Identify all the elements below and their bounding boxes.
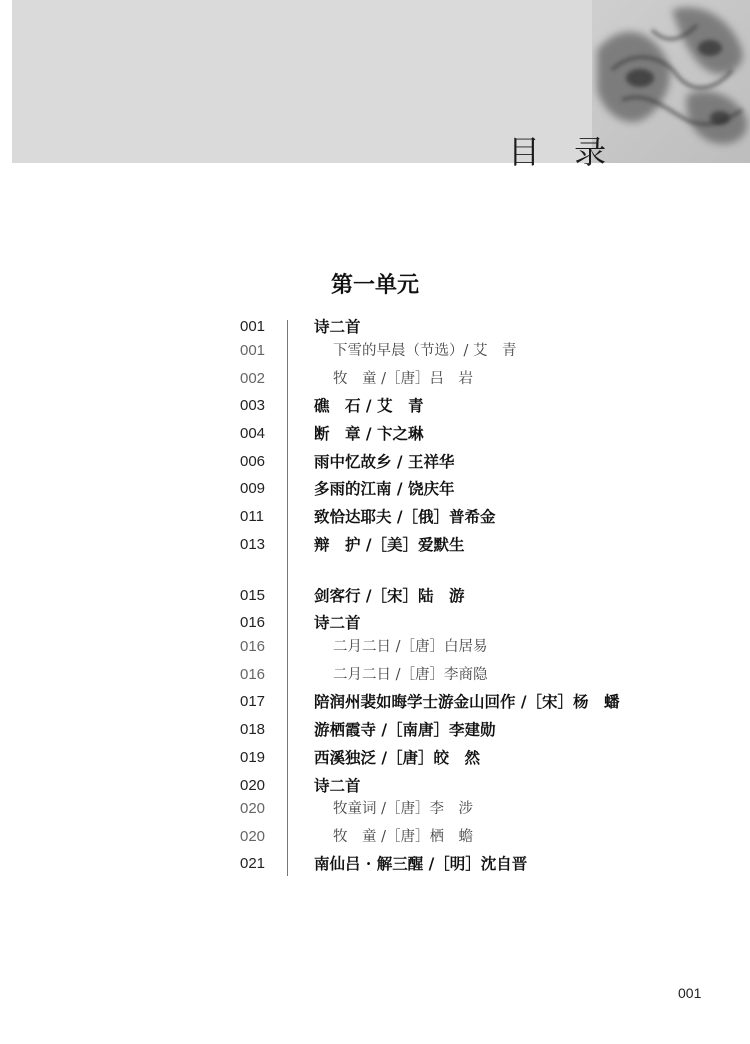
toc-page-number: 020 bbox=[240, 777, 266, 794]
toc-entry-title: 游栖霞寺 /［南唐］李建勋 bbox=[314, 720, 496, 739]
toc-entry[interactable] bbox=[0, 717, 750, 743]
toc-entry-title: 雨中忆故乡 / 王祥华 bbox=[314, 452, 455, 471]
toc-entry-title: 多雨的江南 / 饶庆年 bbox=[314, 479, 455, 498]
toc-title: 目 录 bbox=[508, 133, 619, 171]
toc-page-number: 004 bbox=[240, 425, 266, 442]
toc-page-number: 020 bbox=[240, 800, 266, 817]
toc-entry-title: 二月二日 /［唐］白居易 bbox=[333, 639, 488, 655]
toc-entry-title: 诗二首 bbox=[314, 317, 361, 336]
toc-entry[interactable] bbox=[0, 393, 750, 419]
toc-page-number: 001 bbox=[240, 318, 266, 335]
toc-page-number: 016 bbox=[240, 614, 266, 631]
toc-entry-title: 辩 护 /［美］爱默生 bbox=[314, 535, 465, 554]
toc-page-number: 020 bbox=[240, 828, 266, 845]
toc-entry[interactable] bbox=[0, 796, 750, 822]
toc-page-number: 016 bbox=[240, 638, 266, 655]
toc-page-number: 017 bbox=[240, 693, 266, 710]
toc-page-number: 013 bbox=[240, 536, 266, 553]
toc-entry[interactable] bbox=[0, 504, 750, 530]
toc-page-number: 016 bbox=[240, 666, 266, 683]
toc-entry-title: 西溪独泛 /［唐］皎 然 bbox=[314, 748, 481, 767]
toc-entry-title: 断 章 / 卞之琳 bbox=[314, 424, 424, 443]
toc-entry[interactable] bbox=[0, 449, 750, 475]
toc-entry[interactable] bbox=[0, 366, 750, 392]
toc-page-number: 002 bbox=[240, 370, 266, 387]
toc-entry-title: 二月二日 /［唐］李商隐 bbox=[333, 667, 488, 683]
toc-entry[interactable] bbox=[0, 532, 750, 558]
toc-entry-title: 诗二首 bbox=[314, 613, 361, 632]
toc-entry[interactable] bbox=[0, 338, 750, 364]
toc-entry-title: 致恰达耶夫 /［俄］普希金 bbox=[314, 507, 496, 526]
toc-entry-title: 诗二首 bbox=[314, 776, 361, 795]
toc-entry-title: 下雪的早晨（节选）/ 艾 青 bbox=[333, 343, 517, 359]
page-number: 001 bbox=[678, 985, 702, 1001]
toc-entry-title: 牧童词 /［唐］李 涉 bbox=[333, 801, 473, 817]
toc-entry[interactable] bbox=[0, 745, 750, 771]
toc-entry[interactable] bbox=[0, 314, 750, 340]
toc-page-number: 003 bbox=[240, 397, 266, 414]
toc-entry-title: 牧 童 /［唐］栖 蟾 bbox=[333, 829, 473, 845]
toc-entry[interactable] bbox=[0, 824, 750, 850]
toc-entry[interactable] bbox=[0, 421, 750, 447]
toc-entry[interactable] bbox=[0, 610, 750, 636]
toc-entry[interactable] bbox=[0, 689, 750, 715]
toc-page-number: 009 bbox=[240, 480, 266, 497]
toc-entry[interactable] bbox=[0, 476, 750, 502]
toc-page-number: 015 bbox=[240, 587, 266, 604]
toc-page-number: 021 bbox=[240, 855, 266, 872]
toc-entry-title: 牧 童 /［唐］吕 岩 bbox=[333, 371, 473, 387]
toc-entry-title: 南仙吕 · 解三醒 /［明］沈自晋 bbox=[314, 854, 528, 873]
toc-entry-title: 陪润州裴如晦学士游金山回作 /［宋］杨 蟠 bbox=[314, 692, 620, 711]
toc-page-number: 019 bbox=[240, 749, 266, 766]
toc-page-number: 011 bbox=[240, 508, 264, 525]
toc-entry[interactable] bbox=[0, 634, 750, 660]
toc-page-number: 001 bbox=[240, 342, 266, 359]
toc-entry[interactable] bbox=[0, 662, 750, 688]
toc-entry-title: 剑客行 /［宋］陆 游 bbox=[314, 586, 465, 605]
toc-entry[interactable] bbox=[0, 583, 750, 609]
unit-title: 第一单元 bbox=[330, 273, 419, 298]
toc-page-number: 018 bbox=[240, 721, 266, 738]
toc-entry[interactable] bbox=[0, 851, 750, 877]
toc-page-number: 006 bbox=[240, 453, 266, 470]
toc-entry-title: 礁 石 / 艾 青 bbox=[314, 396, 424, 415]
